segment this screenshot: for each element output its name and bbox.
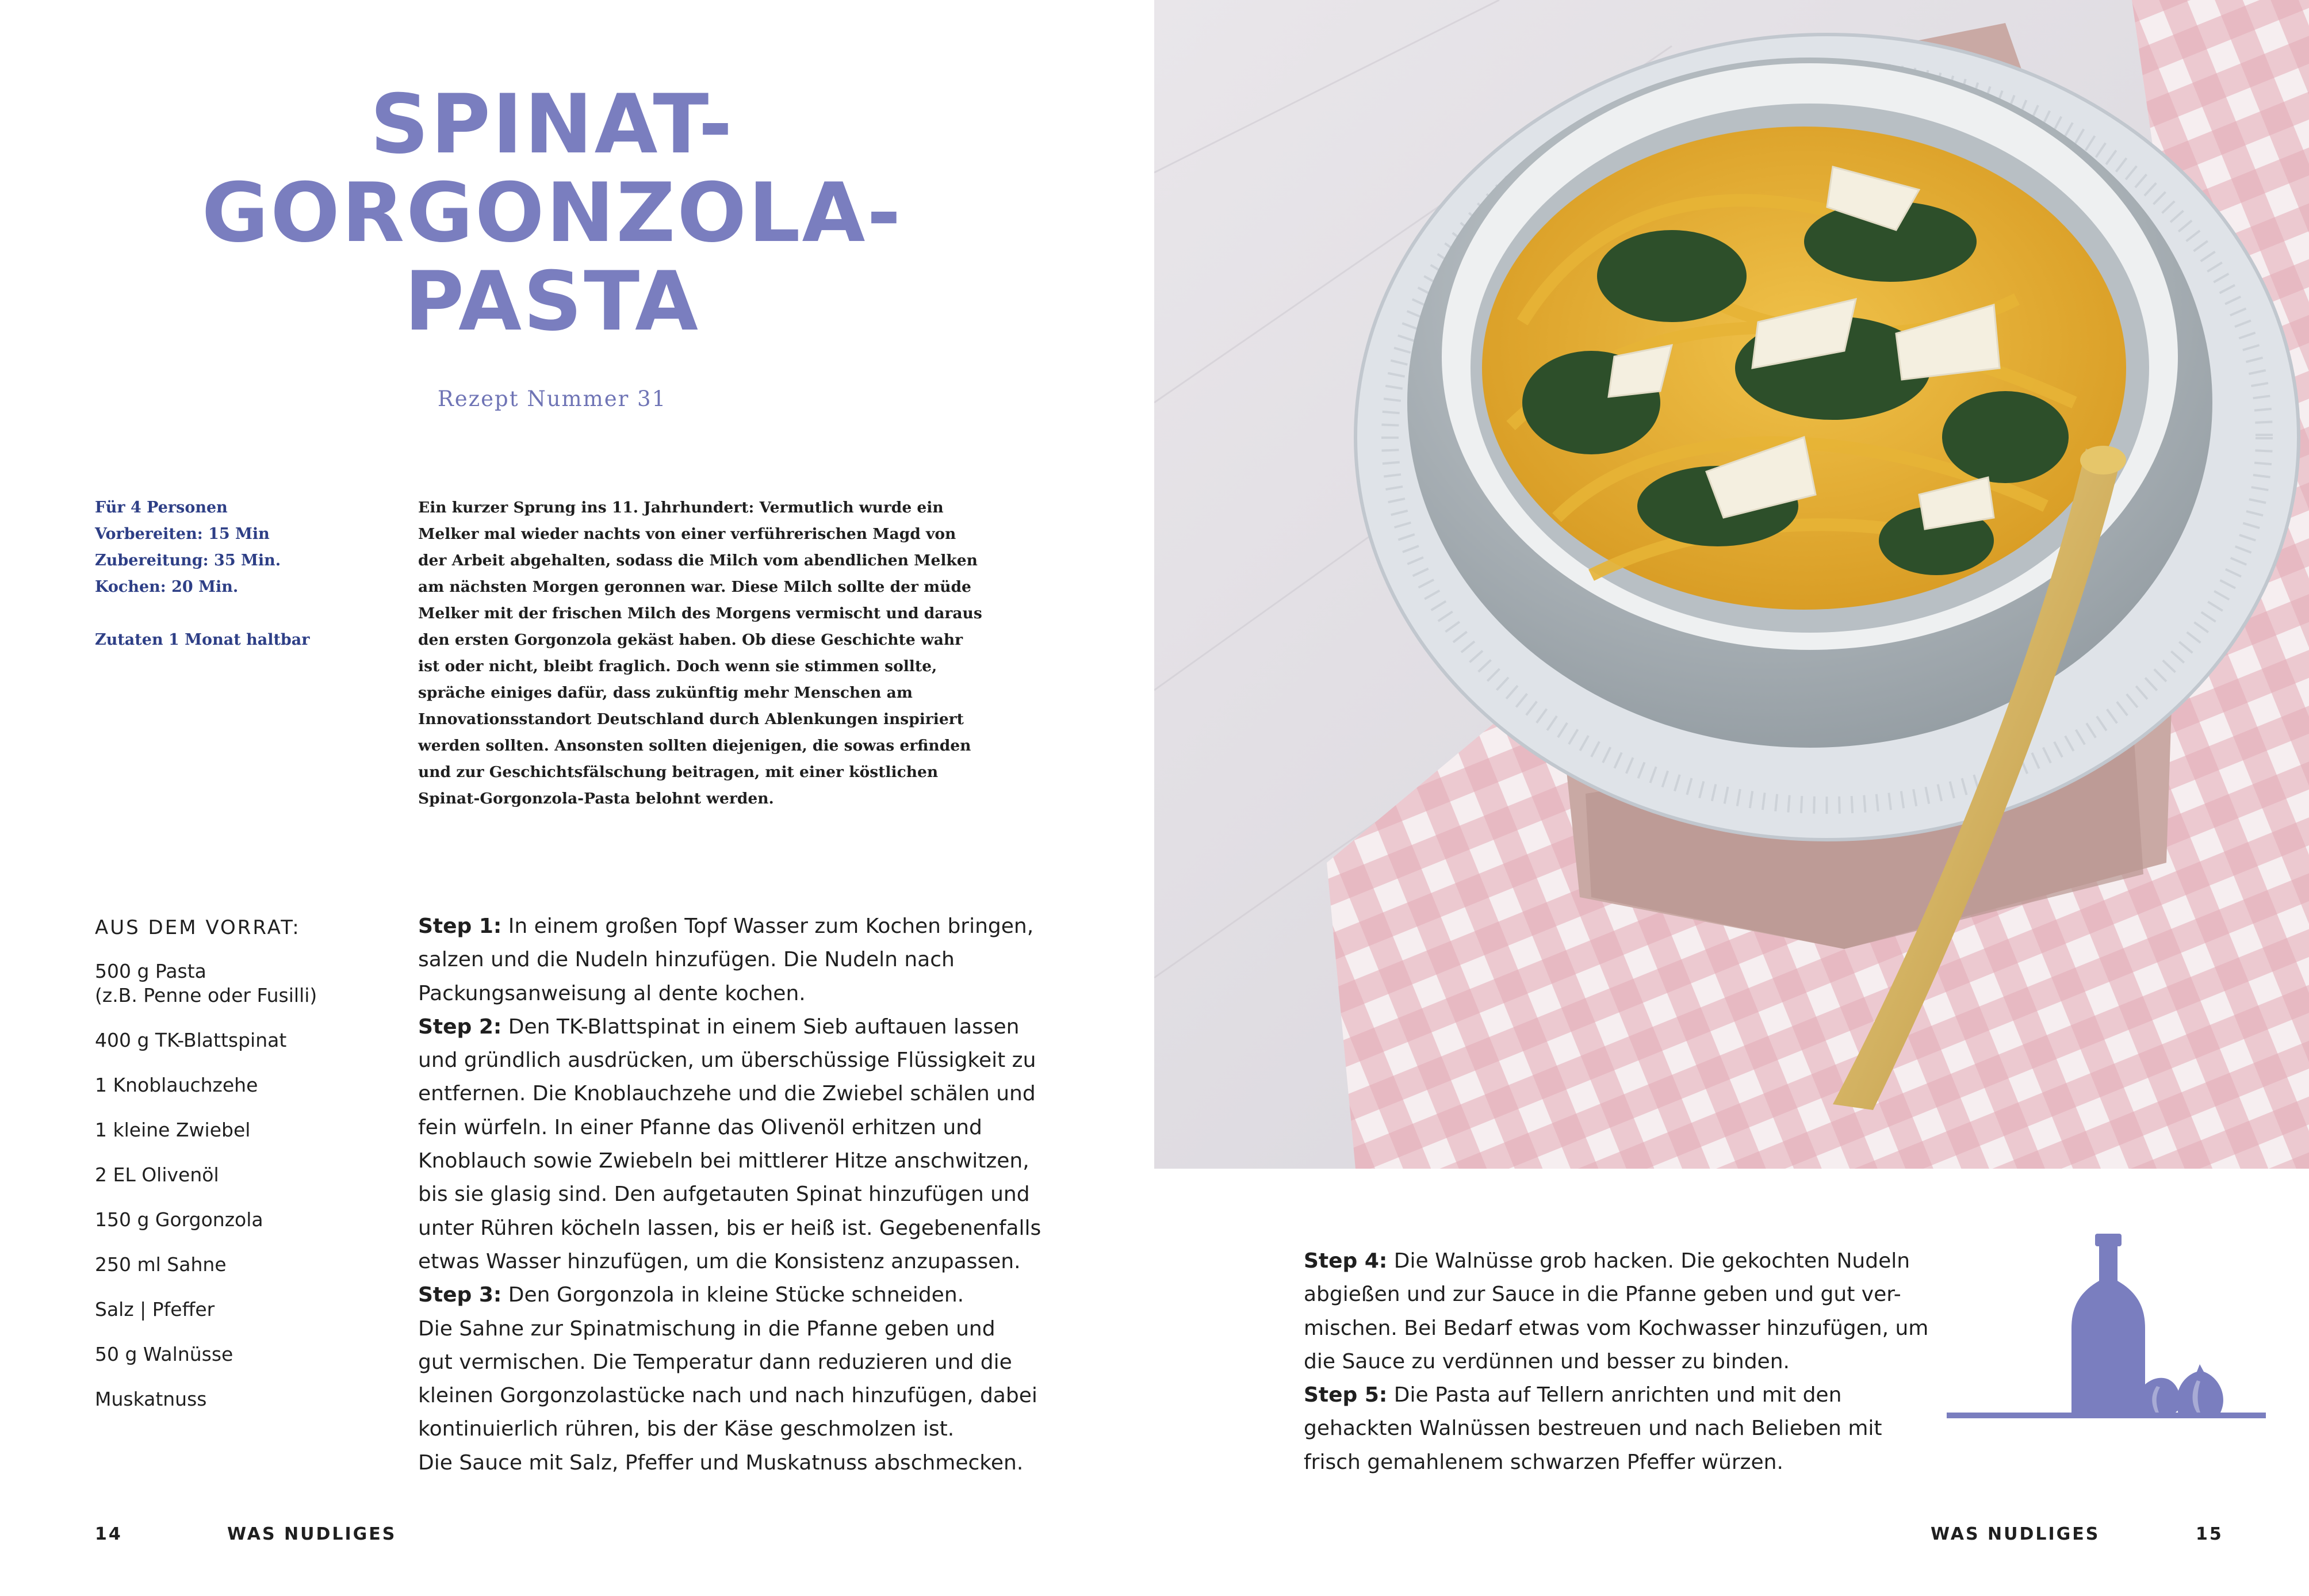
step-line	[418, 1279, 1028, 1312]
ingredient-item: 1 kleine Zwiebel	[95, 1119, 251, 1141]
shelf-life: Zutaten 1 Monat haltbar	[95, 631, 310, 649]
section-name-right: WAS NUDLIGES	[1931, 1524, 2100, 1544]
step-line	[418, 977, 1028, 1011]
step-line	[418, 1346, 1028, 1379]
ingredient-item: Muskatnuss	[95, 1388, 207, 1410]
ingredient-item: 50 g Walnüsse	[95, 1343, 233, 1365]
steps-left-column	[418, 910, 1041, 1480]
intro-line: am nächsten Morgen geronnen war. Diese Milch sollte der müde	[418, 578, 971, 596]
step-text: bis sie glasig sind. Den aufgetauten Spinat hinzufügen und	[418, 1182, 1030, 1207]
pantry-heading: AUS DEM VORRAT:	[95, 916, 301, 939]
servings: Für 4 Personen	[95, 499, 228, 516]
ingredient-item: 2 EL Olivenöl	[95, 1163, 219, 1186]
intro-line: Spinat-Gorgonzola-Pasta belohnt werden.	[418, 790, 774, 807]
page-number-left: 14	[95, 1524, 122, 1544]
intro-line: spräche einiges dafür, dass zukünftig mehr Menschen am	[418, 684, 913, 702]
intro-line: ist oder nicht, bleibt fraglich. Doch wenn sie stimmen sollte,	[418, 657, 937, 675]
recipe-number: Rezept Nummer 31	[437, 386, 667, 411]
page-number-right: 15	[2196, 1524, 2223, 1544]
step-text: entfernen. Die Knoblauchzehe und die Zwiebel schälen und	[418, 1082, 1036, 1106]
ingredient-item: 150 g Gorgonzola	[95, 1208, 263, 1231]
step-text: gehackten Walnüssen bestreuen und nach Belieben mit	[1304, 1417, 1882, 1441]
step-line	[1304, 1379, 1936, 1412]
step-text: frisch gemahlenem schwarzen Pfeffer würzen.	[1304, 1450, 1783, 1474]
step-line	[418, 1312, 1028, 1346]
step-text: Den TK-Blattspinat in einem Sieb auftauen lassen	[501, 1015, 1020, 1039]
step-line	[418, 1178, 1028, 1211]
intro-line: und zur Geschichtsfälschung beitragen, mit einer köstlichen	[418, 763, 939, 781]
intro-line: Ein kurzer Sprung ins 11. Jahrhundert: Vermutlich wurde ein	[418, 499, 944, 516]
step-label: Step 1:	[418, 914, 502, 938]
step-label: Step 5:	[1304, 1383, 1388, 1407]
step-line	[418, 943, 1028, 977]
step-text: abgießen und zur Sauce in die Pfanne geben und gut ver-	[1304, 1283, 1901, 1307]
ingredient-item: 1 Knoblauchzehe	[95, 1074, 258, 1096]
step-line	[1304, 1446, 1936, 1479]
preparation-time: Zubereitung: 35 Min.	[95, 552, 281, 569]
step-text: Packungsanweisung al dente kochen.	[418, 981, 806, 1005]
step-text: unter Rühren köcheln lassen, bis er heiß ist. Gegebenenfalls	[418, 1216, 1041, 1240]
ingredient-item	[95, 959, 417, 1008]
step-text: mischen. Bei Bedarf etwas vom Kochwasser hinzufügen, um	[1304, 1316, 1929, 1340]
step-line	[418, 1446, 1028, 1480]
step-line	[418, 910, 1034, 943]
intro-line: der Arbeit abgehalten, sodass die Milch vom abendlichen Melken	[418, 552, 978, 569]
ingredient-list	[95, 959, 417, 1432]
section-name-left: WAS NUDLIGES	[227, 1524, 397, 1544]
ingredient-note: (z.B. Penne oder Fusilli)	[95, 984, 317, 1006]
cooking-time: Kochen: 20 Min.	[95, 578, 239, 596]
recipe-meta	[95, 495, 394, 653]
step-label: Step 3:	[418, 1283, 502, 1307]
step-label: Step 2:	[418, 1015, 502, 1039]
step-text: gut vermischen. Die Temperatur dann reduzieren und die	[418, 1350, 1012, 1374]
step-line	[1304, 1312, 1936, 1345]
step-text: In einem großen Topf Wasser zum Kochen bringen,	[501, 914, 1034, 938]
intro-line: Melker mal wieder nachts von einer verführerischen Magd von	[418, 525, 956, 543]
step-text: kleinen Gorgonzolastücke nach und nach hinzufügen, dabei	[418, 1384, 1037, 1408]
intro-line: Innovationsstandort Deutschland durch Ablenkungen inspiriert	[418, 710, 964, 728]
step-text: und gründlich ausdrücken, um überschüssige Flüssigkeit zu	[418, 1048, 1036, 1073]
steps-right-column	[1304, 1245, 1936, 1479]
title-line-1: SPINAT-	[370, 77, 734, 172]
ingredient-item: Salz | Pfeffer	[95, 1298, 215, 1321]
step-text: Knoblauch sowie Zwiebeln bei mittlerer Hitze anschwitzen,	[418, 1149, 1029, 1173]
step-line	[1304, 1278, 1936, 1311]
intro-line: Melker mit der frischen Milch des Morgens vermischt und daraus	[418, 604, 982, 622]
step-text: Die Walnüsse grob hacken. Die gekochten Nudeln	[1387, 1249, 1910, 1273]
step-text: Die Sahne zur Spinatmischung in die Pfanne geben und	[418, 1316, 995, 1341]
step-text: die Sauce zu verdünnen und besser zu binden.	[1304, 1349, 1790, 1373]
ingredient-item: 250 ml Sahne	[95, 1253, 227, 1276]
step-text: Den Gorgonzola in kleine Stücke schneiden.	[501, 1283, 964, 1307]
intro-text	[418, 495, 1010, 812]
ingredient-item: 400 g TK-Blattspinat	[95, 1029, 287, 1051]
step-line	[1304, 1412, 1936, 1445]
step-line	[418, 1011, 1028, 1044]
prep-time: Vorbereiten: 15 Min	[95, 525, 270, 543]
title-line-3: PASTA	[404, 254, 700, 349]
step-text: Die Pasta auf Tellern anrichten und mit den	[1387, 1383, 1842, 1407]
step-line	[418, 1145, 1028, 1178]
step-label: Step 4:	[1304, 1249, 1388, 1273]
recipe-title	[92, 77, 1012, 349]
ingredient-name: 500 g Pasta	[95, 960, 206, 982]
step-text: fein würfeln. In einer Pfanne das Olivenöl erhitzen und	[418, 1115, 982, 1139]
pasta-photo	[1154, 0, 2309, 1169]
oil-bottle-garlic-icon	[1944, 1231, 2266, 1421]
step-line	[1304, 1245, 1936, 1278]
step-line	[418, 1379, 1037, 1413]
step-line	[418, 1413, 1028, 1446]
step-line	[418, 1212, 1041, 1245]
step-line	[1304, 1345, 1936, 1379]
step-line	[418, 1111, 1028, 1145]
step-line	[418, 1245, 1028, 1279]
intro-line: den ersten Gorgonzola gekäst haben. Ob diese Geschichte wahr	[418, 631, 963, 649]
title-line-2: GORGONZOLA-	[201, 166, 903, 261]
step-text: kontinuierlich rühren, bis der Käse geschmolzen ist.	[418, 1417, 955, 1441]
step-line	[418, 1044, 1036, 1077]
step-line	[418, 1077, 1036, 1111]
intro-line: werden sollten. Ansonsten sollten diejenigen, die sowas erfinden	[418, 737, 971, 755]
step-text: Die Sauce mit Salz, Pfeffer und Muskatnuss abschmecken.	[418, 1450, 1024, 1475]
step-text: salzen und die Nudeln hinzufügen. Die Nudeln nach	[418, 948, 955, 972]
step-text: etwas Wasser hinzufügen, um die Konsistenz anzupassen.	[418, 1249, 1021, 1273]
